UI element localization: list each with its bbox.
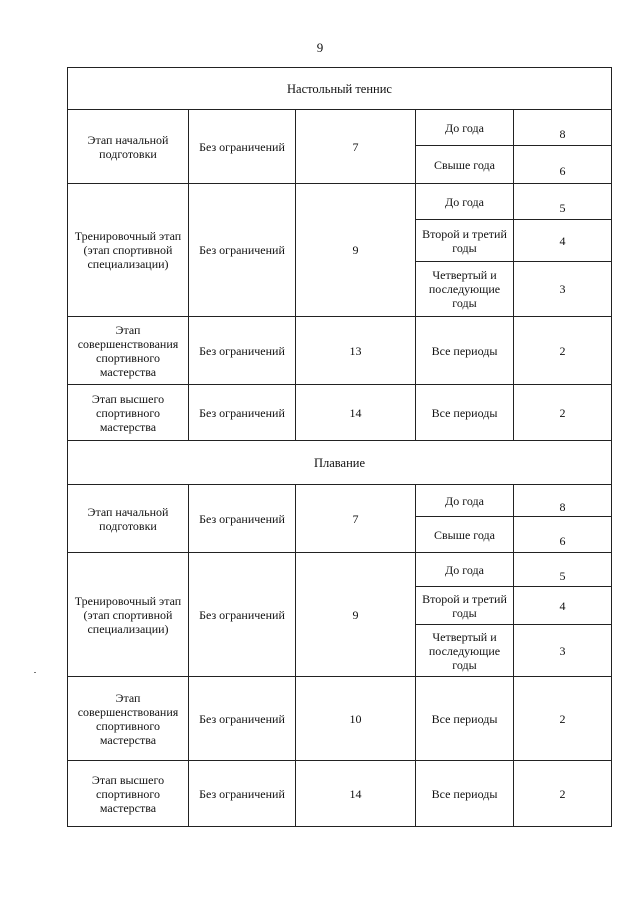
period: Свыше года: [416, 517, 514, 553]
period-value: 2: [514, 385, 612, 441]
page-number: 9: [316, 40, 324, 55]
period-value: 8: [514, 110, 612, 146]
period: Все периоды: [416, 677, 514, 761]
table-row: [68, 385, 612, 441]
stage-number: 7: [296, 110, 416, 184]
stage-name: Этап начальной подготовки: [68, 110, 189, 184]
norms-table: [67, 67, 612, 827]
table-row: [68, 761, 612, 827]
scan-mark: [34, 672, 36, 673]
age-limit: Без ограничений: [189, 485, 296, 553]
stage-name: Этап высшего спортивного мастерства: [68, 761, 189, 827]
period: Все периоды: [416, 317, 514, 385]
age-limit: Без ограничений: [189, 317, 296, 385]
period: До года: [416, 110, 514, 146]
age-limit: Без ограничений: [189, 385, 296, 441]
stage-name: Тренировочный этап (этап спортивной специализации): [68, 553, 189, 677]
stage-number: 9: [296, 553, 416, 677]
period: Второй и третий годы: [416, 587, 514, 625]
table-row: [68, 184, 612, 220]
stage-name: Этап совершенствования спортивного мастерства: [68, 677, 189, 761]
period: До года: [416, 553, 514, 587]
stage-number: 14: [296, 761, 416, 827]
stage-number: 13: [296, 317, 416, 385]
period-value: 4: [514, 220, 612, 262]
table-row: [68, 677, 612, 761]
period-value: 6: [514, 517, 612, 553]
age-limit: Без ограничений: [189, 677, 296, 761]
section-title: Настольный теннис: [68, 68, 612, 110]
stage-name: Этап совершенствования спортивного мастерства: [68, 317, 189, 385]
period: Второй и третий годы: [416, 220, 514, 262]
section-header-row: [68, 68, 612, 110]
period-value: 6: [514, 146, 612, 184]
stage-number: 10: [296, 677, 416, 761]
period-value: 3: [514, 625, 612, 677]
stage-number: 7: [296, 485, 416, 553]
section-header-row: [68, 441, 612, 485]
age-limit: Без ограничений: [189, 184, 296, 317]
period: Все периоды: [416, 761, 514, 827]
period-value: 2: [514, 677, 612, 761]
stage-name: Тренировочный этап (этап спортивной специализации): [68, 184, 189, 317]
period: Все периоды: [416, 385, 514, 441]
table-row: [68, 317, 612, 385]
stage-name: Этап высшего спортивного мастерства: [68, 385, 189, 441]
period-value: 3: [514, 262, 612, 317]
period-value: 2: [514, 761, 612, 827]
period-value: 8: [514, 485, 612, 517]
section-title: Плавание: [68, 441, 612, 485]
stage-number: 9: [296, 184, 416, 317]
age-limit: Без ограничений: [189, 553, 296, 677]
table-row: [68, 553, 612, 587]
stage-name: Этап начальной подготовки: [68, 485, 189, 553]
period-value: 5: [514, 553, 612, 587]
period-value: 2: [514, 317, 612, 385]
period-value: 4: [514, 587, 612, 625]
table-row: [68, 485, 612, 517]
table-row: [68, 110, 612, 146]
period: Четвертый и последующие годы: [416, 625, 514, 677]
stage-number: 14: [296, 385, 416, 441]
period: До года: [416, 485, 514, 517]
age-limit: Без ограничений: [189, 761, 296, 827]
period: До года: [416, 184, 514, 220]
period: Свыше года: [416, 146, 514, 184]
age-limit: Без ограничений: [189, 110, 296, 184]
period-value: 5: [514, 184, 612, 220]
period: Четвертый и последующие годы: [416, 262, 514, 317]
